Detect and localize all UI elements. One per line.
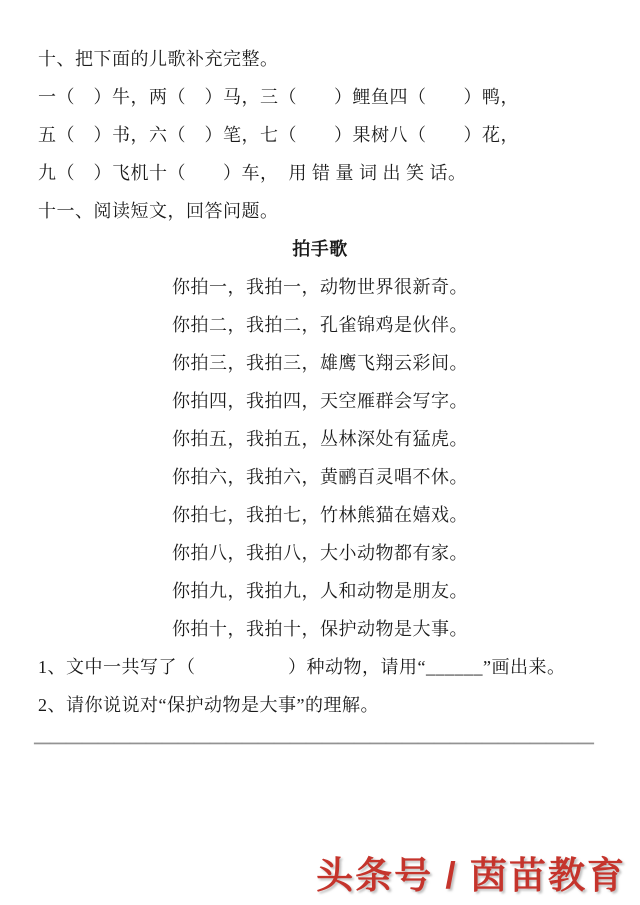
poem-line-8: 你拍八，我拍八，大小动物都有家。 (172, 543, 468, 563)
question-1: 1、文中一共写了（ ）种动物，请用“______”画出来。 (38, 657, 566, 677)
poem-line-5: 你拍五，我拍五，丛林深处有猛虎。 (172, 429, 468, 449)
section-ten-heading: 十、把下面的儿歌补充完整。 (38, 49, 279, 69)
poem-line-6: 你拍六，我拍六，黄鹂百灵唱不休。 (172, 467, 468, 487)
poem-line-7: 你拍七，我拍七，竹林熊猫在嬉戏。 (172, 505, 468, 525)
section-eleven-heading: 十一、阅读短文，回答问题。 (38, 201, 279, 221)
answer-blank-line: ——————————————————————————————————— (34, 734, 594, 751)
poem-title: 拍手歌 (292, 239, 348, 259)
fill-in-line-1: 一（ ）牛，两（ ）马，三（ ）鲤鱼四（ ）鸭， (38, 87, 519, 107)
poem-line-9: 你拍九，我拍九，人和动物是朋友。 (172, 581, 468, 601)
fill-in-line-3: 九（ ）飞机十（ ）车， 用 错 量 词 出 笑 话。 (38, 163, 467, 183)
poem-line-1: 你拍一，我拍一，动物世界很新奇。 (172, 277, 468, 297)
poem-line-2: 你拍二，我拍二，孔雀锦鸡是伙伴。 (172, 315, 468, 335)
fill-in-line-2: 五（ ）书，六（ ）笔，七（ ）果树八（ ）花， (38, 125, 519, 145)
poem-line-3: 你拍三，我拍三，雄鹰飞翔云彩间。 (172, 353, 468, 373)
poem-line-10: 你拍十，我拍十，保护动物是大事。 (172, 619, 468, 639)
poem-line-4: 你拍四，我拍四，天空雁群会写字。 (172, 391, 468, 411)
watermark-text: 头条号 / 茵苗教育 (316, 855, 626, 896)
question-2: 2、请你说说对“保护动物是大事”的理解。 (38, 695, 379, 715)
worksheet-text-column (0, 40, 640, 762)
